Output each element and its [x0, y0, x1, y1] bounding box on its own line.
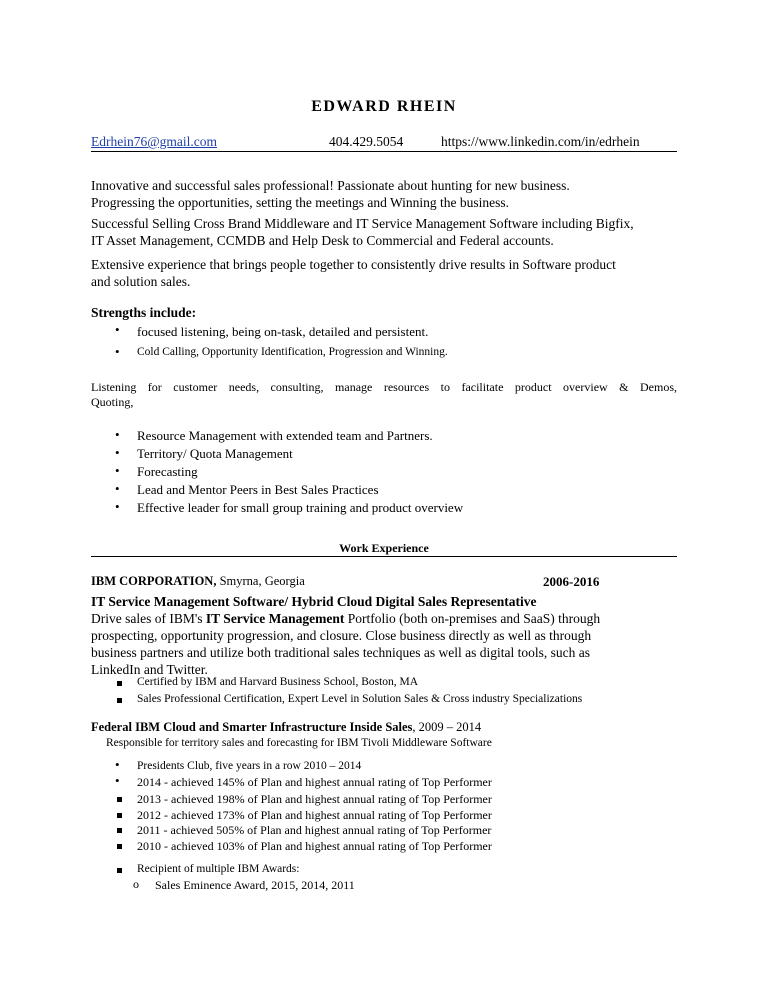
strength-item: Effective leader for small group training and product overview [137, 500, 464, 515]
bullet-icon: • [115, 463, 120, 478]
summary-line: Extensive experience that brings people together to consistently drive results in Software product [91, 257, 616, 272]
company-name: IBM CORPORATION, [91, 574, 217, 588]
email-link[interactable]: Edrhein76@gmail.com [91, 134, 218, 149]
achievement-item: Presidents Club, five years in a row 2010 – 2014 [137, 760, 362, 772]
achievement-item: 2011 - achieved 505% of Plan and highest annual rating of Top Performer [137, 823, 492, 837]
achievement-item: 2012 - achieved 173% of Plan and highest annual rating of Top Performer [137, 808, 492, 822]
strength-item: focused listening, being on-task, detailed and persistent. [137, 324, 429, 339]
square-bullet-icon [117, 868, 122, 873]
award-sub-item: Sales Eminence Award, 2015, 2014, 2011 [155, 878, 355, 892]
achievement-item: 2014 - achieved 145% of Plan and highest annual rating of Top Performer [137, 775, 492, 789]
desc-bold: IT Service Management [205, 611, 345, 626]
achievement-item: 2013 - achieved 198% of Plan and highest annual rating of Top Performer [137, 792, 492, 806]
square-bullet-icon [117, 698, 122, 703]
job-description [91, 610, 681, 678]
awards-item: Recipient of multiple IBM Awards: [137, 863, 300, 875]
company-line [91, 574, 305, 589]
bullet-icon: • [115, 773, 120, 788]
work-experience-heading: Work Experience [339, 541, 429, 555]
job-description-line: LinkedIn and Twitter. [91, 662, 208, 677]
bullet-icon: • [115, 499, 120, 514]
bullet-icon: • [115, 322, 120, 337]
summary-line: and solution sales. [91, 274, 191, 289]
summary-line: Innovative and successful sales professional! Passionate about hunting for new business. [91, 178, 570, 193]
listening-line: Quoting, [91, 395, 134, 409]
summary-paragraph-3 [91, 256, 681, 290]
header-divider [91, 151, 677, 152]
square-bullet-icon [117, 828, 122, 833]
square-bullet-icon [117, 813, 122, 818]
desc-prefix: Drive sales of IBM's [91, 611, 206, 626]
linkedin-url[interactable]: https://www.linkedin.com/in/edrhein [441, 134, 640, 149]
federal-role-title: Federal IBM Cloud and Smarter Infrastructure Inside Sales [91, 720, 413, 734]
strength-item: Lead and Mentor Peers in Best Sales Practices [137, 482, 379, 497]
circle-bullet-icon: o [133, 877, 139, 891]
desc-rest: Portfolio (both on-premises and SaaS) through [344, 611, 601, 626]
square-bullet-icon [117, 844, 122, 849]
section-divider [91, 556, 677, 557]
summary-line: Progressing the opportunities, setting the meetings and Winning the business. [91, 195, 510, 210]
strength-item: Forecasting [137, 464, 198, 479]
summary-line: IT Asset Management, CCMDB and Help Desk to Commercial and Federal accounts. [91, 233, 554, 248]
job-title: IT Service Management Software/ Hybrid Cloud Digital Sales Representative [91, 594, 537, 609]
phone-number: 404.429.5054 [329, 134, 404, 149]
job-description-line: prospecting, opportunity progression, and closure. Close business directly as well as through [91, 628, 592, 643]
federal-role-years: , 2009 – 2014 [412, 720, 482, 734]
job-description-line [91, 610, 681, 627]
strength-item: Cold Calling, Opportunity Identification, Progression and Winning. [137, 346, 448, 358]
summary-line: Successful Selling Cross Brand Middleware and IT Service Management Software including Bigfix, [91, 216, 634, 231]
square-bullet-icon [117, 681, 122, 686]
job-description-line: business partners and utilize both traditional sales techniques as well as digital tools, such as [91, 645, 591, 660]
employment-years: 2006-2016 [543, 574, 600, 589]
company-location: Smyrna, Georgia [216, 574, 305, 588]
square-bullet-icon [117, 797, 122, 802]
federal-responsibility: Responsible for territory sales and forecasting for IBM Tivoli Middleware Software [106, 737, 492, 749]
bullet-icon: • [115, 427, 120, 442]
candidate-name: EDWARD RHEIN [311, 98, 457, 115]
strength-item: Resource Management with extended team and Partners. [137, 428, 433, 443]
summary-paragraph-1 [91, 177, 681, 211]
listening-paragraph [91, 380, 677, 410]
achievement-item: 2010 - achieved 103% of Plan and highest annual rating of Top Performer [137, 839, 492, 853]
certification-item: Sales Professional Certification, Expert Level in Solution Sales & Cross industry Specializations [137, 693, 583, 705]
strengths-heading: Strengths include: [91, 305, 197, 320]
certification-item: Certified by IBM and Harvard Business School, Boston, MA [137, 676, 419, 688]
strength-item: Territory/ Quota Management [137, 446, 293, 461]
summary-paragraph-2 [91, 215, 681, 249]
federal-role-line [91, 720, 481, 735]
listening-line: Listening for customer needs, consulting, manage resources to facilitate product overview & Demos, [91, 380, 677, 394]
bullet-icon: • [115, 445, 120, 460]
bullet-icon: • [115, 344, 120, 359]
bullet-icon: • [115, 481, 120, 496]
bullet-icon: • [115, 757, 120, 772]
